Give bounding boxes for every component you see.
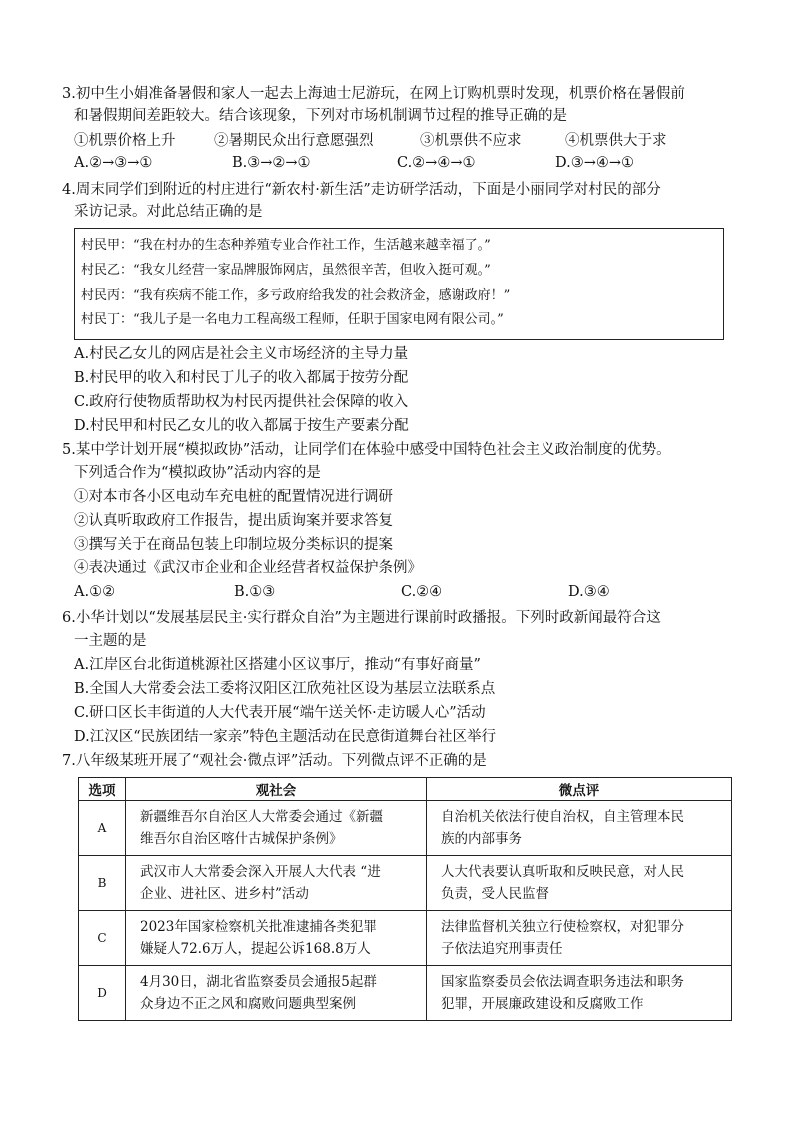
q7-row-comment (427, 911, 732, 966)
q3-item-1: ①机票价格上升 (74, 133, 176, 149)
q3-item-2: ②暑期民众出行意愿强烈 (214, 133, 374, 149)
q5-options (74, 582, 610, 602)
q7-a-comment-1: 自治机关依法行使自治权，自主管理本民 (441, 809, 684, 825)
q3-stem-line1: 3.初中生小娟准备暑假和家人一起去上海迪士尼游玩，在网上订购机票时发现，机票价格在暑假前 (62, 86, 685, 102)
q7-b-comment-2: 负责，受人民监督 (441, 886, 549, 902)
q5-option-a[interactable]: A.①② (74, 584, 116, 600)
q3-stem-line2: 和暑假期间差距较大。结合该现象，下列对市场机制调节过程的推导正确的是 (74, 108, 567, 124)
q7-table-header (79, 778, 732, 801)
q6-option-d[interactable]: D.江汉区“民族团结一家亲”特色主题活动在民意街道舞台社区举行 (74, 729, 497, 745)
q7-a-comment-2: 族的内部事务 (441, 831, 522, 847)
q7-row-label: C (79, 911, 126, 966)
q7-row-c[interactable] (79, 911, 732, 966)
q5-option-c[interactable]: C.②④ (401, 584, 443, 600)
q7-header-comment: 微点评 (427, 778, 732, 801)
q5-option-b[interactable]: B.①③ (234, 584, 276, 600)
q4-option-b[interactable]: B.村民甲的收入和村民丁儿子的收入都属于按劳分配 (74, 370, 409, 386)
q6-stem-line2: 一主题的是 (74, 633, 147, 649)
q6-option-b[interactable]: B.全国人大常委会法工委将汉阳区江欣苑社区设为基层立法联系点 (74, 681, 496, 697)
q4-stem-line2: 采访记录。对此总结正确的是 (74, 204, 263, 220)
q7-row-label: D (79, 966, 126, 1021)
q6-option-c[interactable]: C.研口区长丰街道的人大代表开展“端午送关怀·走访暖人心”活动 (74, 705, 486, 721)
q7-a-obs-2: 维吾尔自治区喀什古城保护条例》 (140, 831, 343, 847)
q7-d-comment-1: 国家监察委员会依法调查职务违法和职务 (441, 974, 684, 990)
q7-b-comment-1: 人大代表要认真听取和反映民意，对人民 (441, 864, 684, 880)
q7-d-obs-2: 众身边不正之风和腐败问题典型案例 (140, 996, 356, 1012)
q4-option-c[interactable]: C.政府行使物质帮助权为村民丙提供社会保障的收入 (74, 394, 409, 410)
q7-d-obs-1: 4月30日，湖北省监察委员会通报5起群 (140, 974, 377, 990)
q5-item-3: ③撰写关于在商品包装上印制垃圾分类标识的提案 (74, 537, 393, 553)
q5-item-2: ②认真听取政府工作报告，提出质询案并要求答复 (74, 513, 393, 529)
q3-item-4: ④机票供大于求 (565, 133, 667, 149)
q4-quote-3: 村民丙：“我有疾病不能工作，多亏政府给我发的社会救济金，感谢政府！” (81, 288, 511, 303)
q7-row-label: B (79, 856, 126, 911)
q7-row-comment (427, 966, 732, 1021)
q5-option-d[interactable]: D.③④ (568, 584, 610, 600)
q7-d-comment-2: 犯罪，开展廉政建设和反腐败工作 (441, 996, 644, 1012)
q7-header-option: 选项 (79, 778, 126, 801)
q7-row-comment (427, 856, 732, 911)
q7-row-a[interactable] (79, 801, 732, 856)
q6-stem-line1: 6.小华计划以“发展基层民主·实行群众自治”为主题进行课前时政播报。下列时政新闻最符合这 (62, 610, 661, 626)
q7-row-observe (126, 911, 427, 966)
q7-stem: 7.八年级某班开展了“观社会·微点评”活动。下列微点评不正确的是 (62, 753, 487, 769)
q7-row-label: A (79, 801, 126, 856)
q4-option-d[interactable]: D.村民甲和村民乙女儿的收入都属于按生产要素分配 (74, 418, 409, 434)
q7-c-comment-2: 子依法追究刑事责任 (441, 941, 563, 957)
q7-row-observe (126, 801, 427, 856)
q4-quote-1: 村民甲：“我在村办的生态种养殖专业合作社工作，生活越来越幸福了。” (81, 238, 491, 253)
q3-option-c[interactable]: C.②→④→① (397, 155, 476, 171)
q7-c-comment-1: 法律监督机关独立行使检察权，对犯罪分 (441, 919, 684, 935)
q7-table (78, 777, 732, 1021)
q4-stem-line1: 4.周末同学们到附近的村庄进行“新农村·新生活”走访研学活动，下面是小丽同学对村民的部分 (62, 182, 661, 198)
q7-a-obs-1: 新疆维吾尔自治区人大常委会通过《新疆 (140, 809, 383, 825)
q3-item-3: ③机票供不应求 (420, 133, 522, 149)
q3-option-b[interactable]: B.③→②→① (232, 155, 311, 171)
q7-row-observe (126, 856, 427, 911)
q7-b-obs-2: 企业、进社区、进乡村”活动 (140, 886, 309, 902)
q7-c-obs-2: 嫌疑人72.6万人，提起公诉168.8万人 (140, 941, 371, 957)
q4-quote-4: 村民丁：“我儿子是一名电力工程高级工程师，任职于国家电网有限公司。” (81, 312, 504, 327)
q7-c-obs-1: 2023年国家检察机关批准逮捕各类犯罪 (140, 919, 377, 935)
q7-row-observe (126, 966, 427, 1021)
q5-stem-line1: 5.某中学计划开展“模拟政协”活动，让同学们在体验中感受中国特色社会主义政治制度的优势。 (62, 442, 671, 458)
q7-row-d[interactable] (79, 966, 732, 1021)
q3-option-d[interactable]: D.③→④→① (555, 155, 635, 171)
q5-item-1: ①对本市各小区电动车充电桩的配置情况进行调研 (74, 489, 393, 505)
q7-header-observe: 观社会 (126, 778, 427, 801)
q7-row-b[interactable] (79, 856, 732, 911)
q3-option-a[interactable]: A.②→③→① (74, 155, 153, 171)
q7-row-comment (427, 801, 732, 856)
q5-item-4: ④表决通过《武汉市企业和企业经营者权益保护条例》 (74, 560, 422, 576)
q6-option-a[interactable]: A.江岸区台北街道桃源社区搭建小区议事厅，推动“有事好商量” (74, 657, 481, 673)
q7-b-obs-1: 武汉市人大常委会深入开展人大代表 “进 (140, 864, 381, 880)
q3-options (74, 153, 634, 173)
q4-quote-2: 村民乙：“我女儿经营一家品牌服饰网店，虽然很辛苦，但收入挺可观。” (81, 263, 491, 278)
q4-option-a[interactable]: A.村民乙女儿的网店是社会主义市场经济的主导力量 (74, 346, 409, 362)
q5-stem-line2: 下列适合作为“模拟政协”活动内容的是 (74, 465, 321, 481)
q3-items (74, 131, 667, 151)
q4-interview-box (74, 228, 724, 340)
